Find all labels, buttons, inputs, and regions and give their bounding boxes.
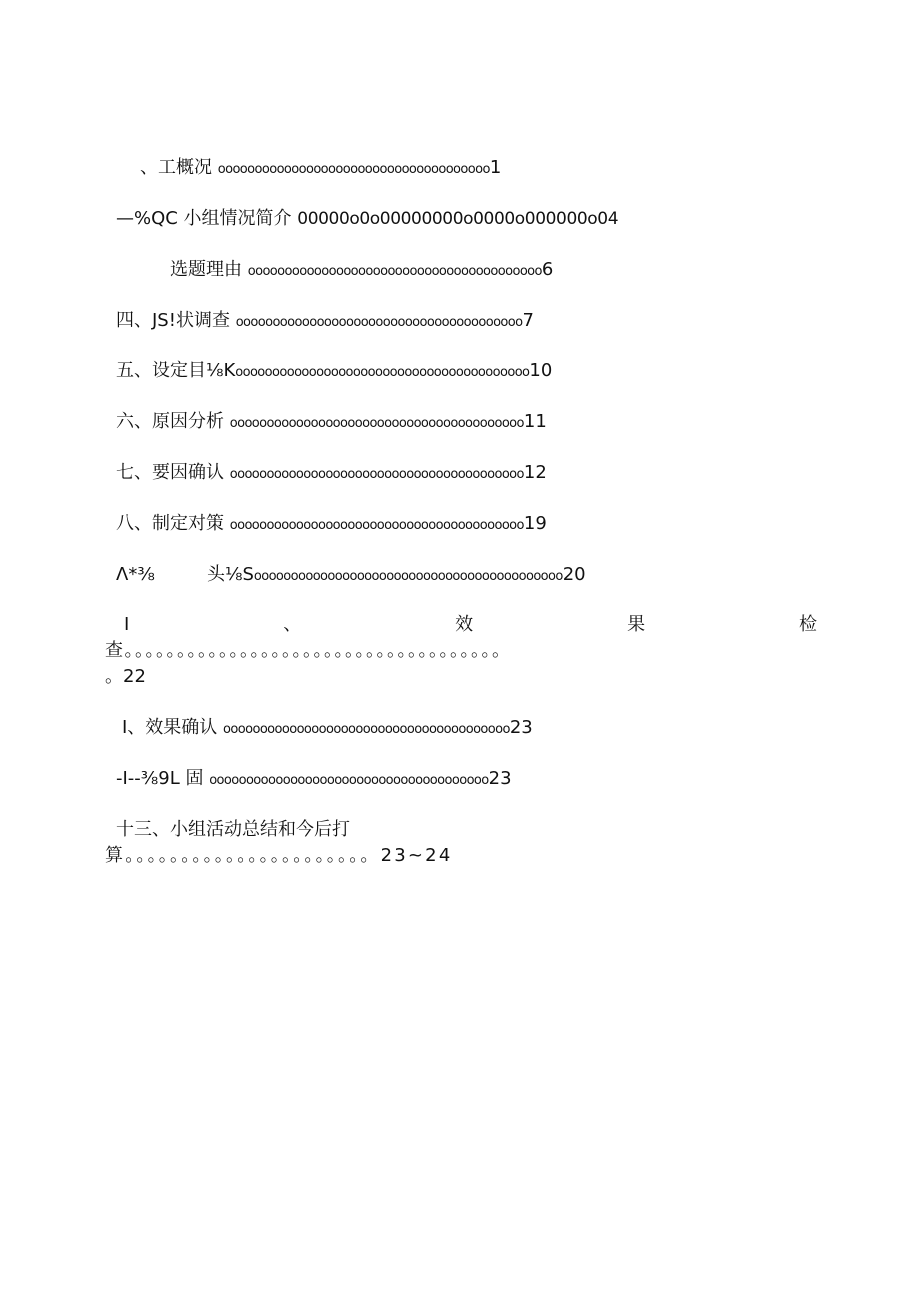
toc-page-number: 10 [529, 360, 553, 381]
toc-entry [122, 717, 533, 741]
toc-entry [116, 564, 155, 586]
toc-entry-char: I [124, 614, 130, 635]
toc-entry-char: 、 [283, 614, 302, 635]
toc-entry-char: 检 [799, 614, 817, 635]
toc-entry-prefix: Λ*⅜ [116, 564, 155, 585]
toc-entry [207, 564, 586, 588]
toc-entry-char: 果 [627, 614, 646, 635]
toc-entry [116, 310, 534, 334]
toc-entry [116, 513, 547, 537]
toc-entry-title: 四、JS!状调查 [116, 310, 230, 331]
toc-entry-title: 五、设定目⅛K [116, 360, 236, 381]
toc-page-number: 11 [523, 411, 547, 432]
toc-entry [116, 208, 618, 230]
toc-entry [140, 157, 501, 181]
toc-page-number: 20 [562, 564, 586, 585]
toc-entry: 十三、小组活动总结和今后打 [116, 819, 350, 840]
toc-entry-title: 八、制定对策 [116, 513, 224, 534]
toc-leader: oooooooooooooooooooooooooooooooooooooooooo [253, 569, 563, 584]
toc-entry-title: 六、原因分析 [116, 411, 224, 432]
toc-entry-title: 七、要因确认 [116, 462, 224, 483]
toc-leader: ooooooooooooooooooooooooooooooooooooooo [235, 315, 523, 330]
toc-entry-justified [124, 614, 817, 636]
toc-entry [116, 360, 552, 384]
toc-page-number: 6 [541, 259, 554, 280]
toc-entry-title: —%QC 小组情况简介 [116, 208, 292, 229]
toc-entry [170, 259, 553, 283]
toc-leader: ooooooooooooooooooooooooooooooooooooooo [223, 722, 510, 737]
toc-entry-title: I、效果确认 [122, 717, 218, 738]
toc-page-number: 19 [523, 513, 547, 534]
toc-entry-title: 头⅛S [207, 564, 254, 585]
toc-entry [116, 411, 547, 435]
toc-entry-title: 、工概况 [140, 157, 212, 178]
toc-leader: oooooooooooooooooooooooooooooooooooooooo [235, 365, 530, 380]
toc-leader: ooooooooooooooooooooooooooooooooooooo [217, 162, 490, 177]
toc-entry-continuation: 算。。。。。。。。。。。。。。。。。。。。。。23~24 [105, 845, 453, 866]
toc-entry [116, 462, 547, 486]
toc-leader: oooooooooooooooooooooooooooooooooooooooo [229, 518, 524, 533]
toc-entry-title: -I--⅜9L 固 [116, 768, 204, 789]
toc-leader: oooooooooooooooooooooooooooooooooooooooo [229, 416, 524, 431]
toc-page-number: 7 [522, 310, 534, 331]
toc-entry-continuation: 查。。。。。。。。。。。。。。。。。。。。。。。。。。。。。。。。。。。。 [105, 640, 512, 661]
toc-leader-and-page: 00000o0o00000000o0000o000000o04 [297, 209, 619, 229]
toc-entry-title: 选题理由 [170, 259, 242, 280]
toc-page-number: 1 [489, 157, 502, 178]
toc-leader: oooooooooooooooooooooooooooooooooooooo [209, 773, 489, 788]
toc-entry-char: 效 [455, 614, 474, 635]
toc-page-number: 23 [509, 717, 533, 738]
toc-leader: oooooooooooooooooooooooooooooooooooooooo [247, 264, 542, 279]
toc-page-number: 12 [523, 462, 547, 483]
toc-entry-continuation: 。22 [105, 666, 146, 687]
toc-page-number: 23 [488, 768, 512, 789]
toc-entry [116, 768, 512, 792]
toc-leader: oooooooooooooooooooooooooooooooooooooooo [229, 467, 524, 482]
